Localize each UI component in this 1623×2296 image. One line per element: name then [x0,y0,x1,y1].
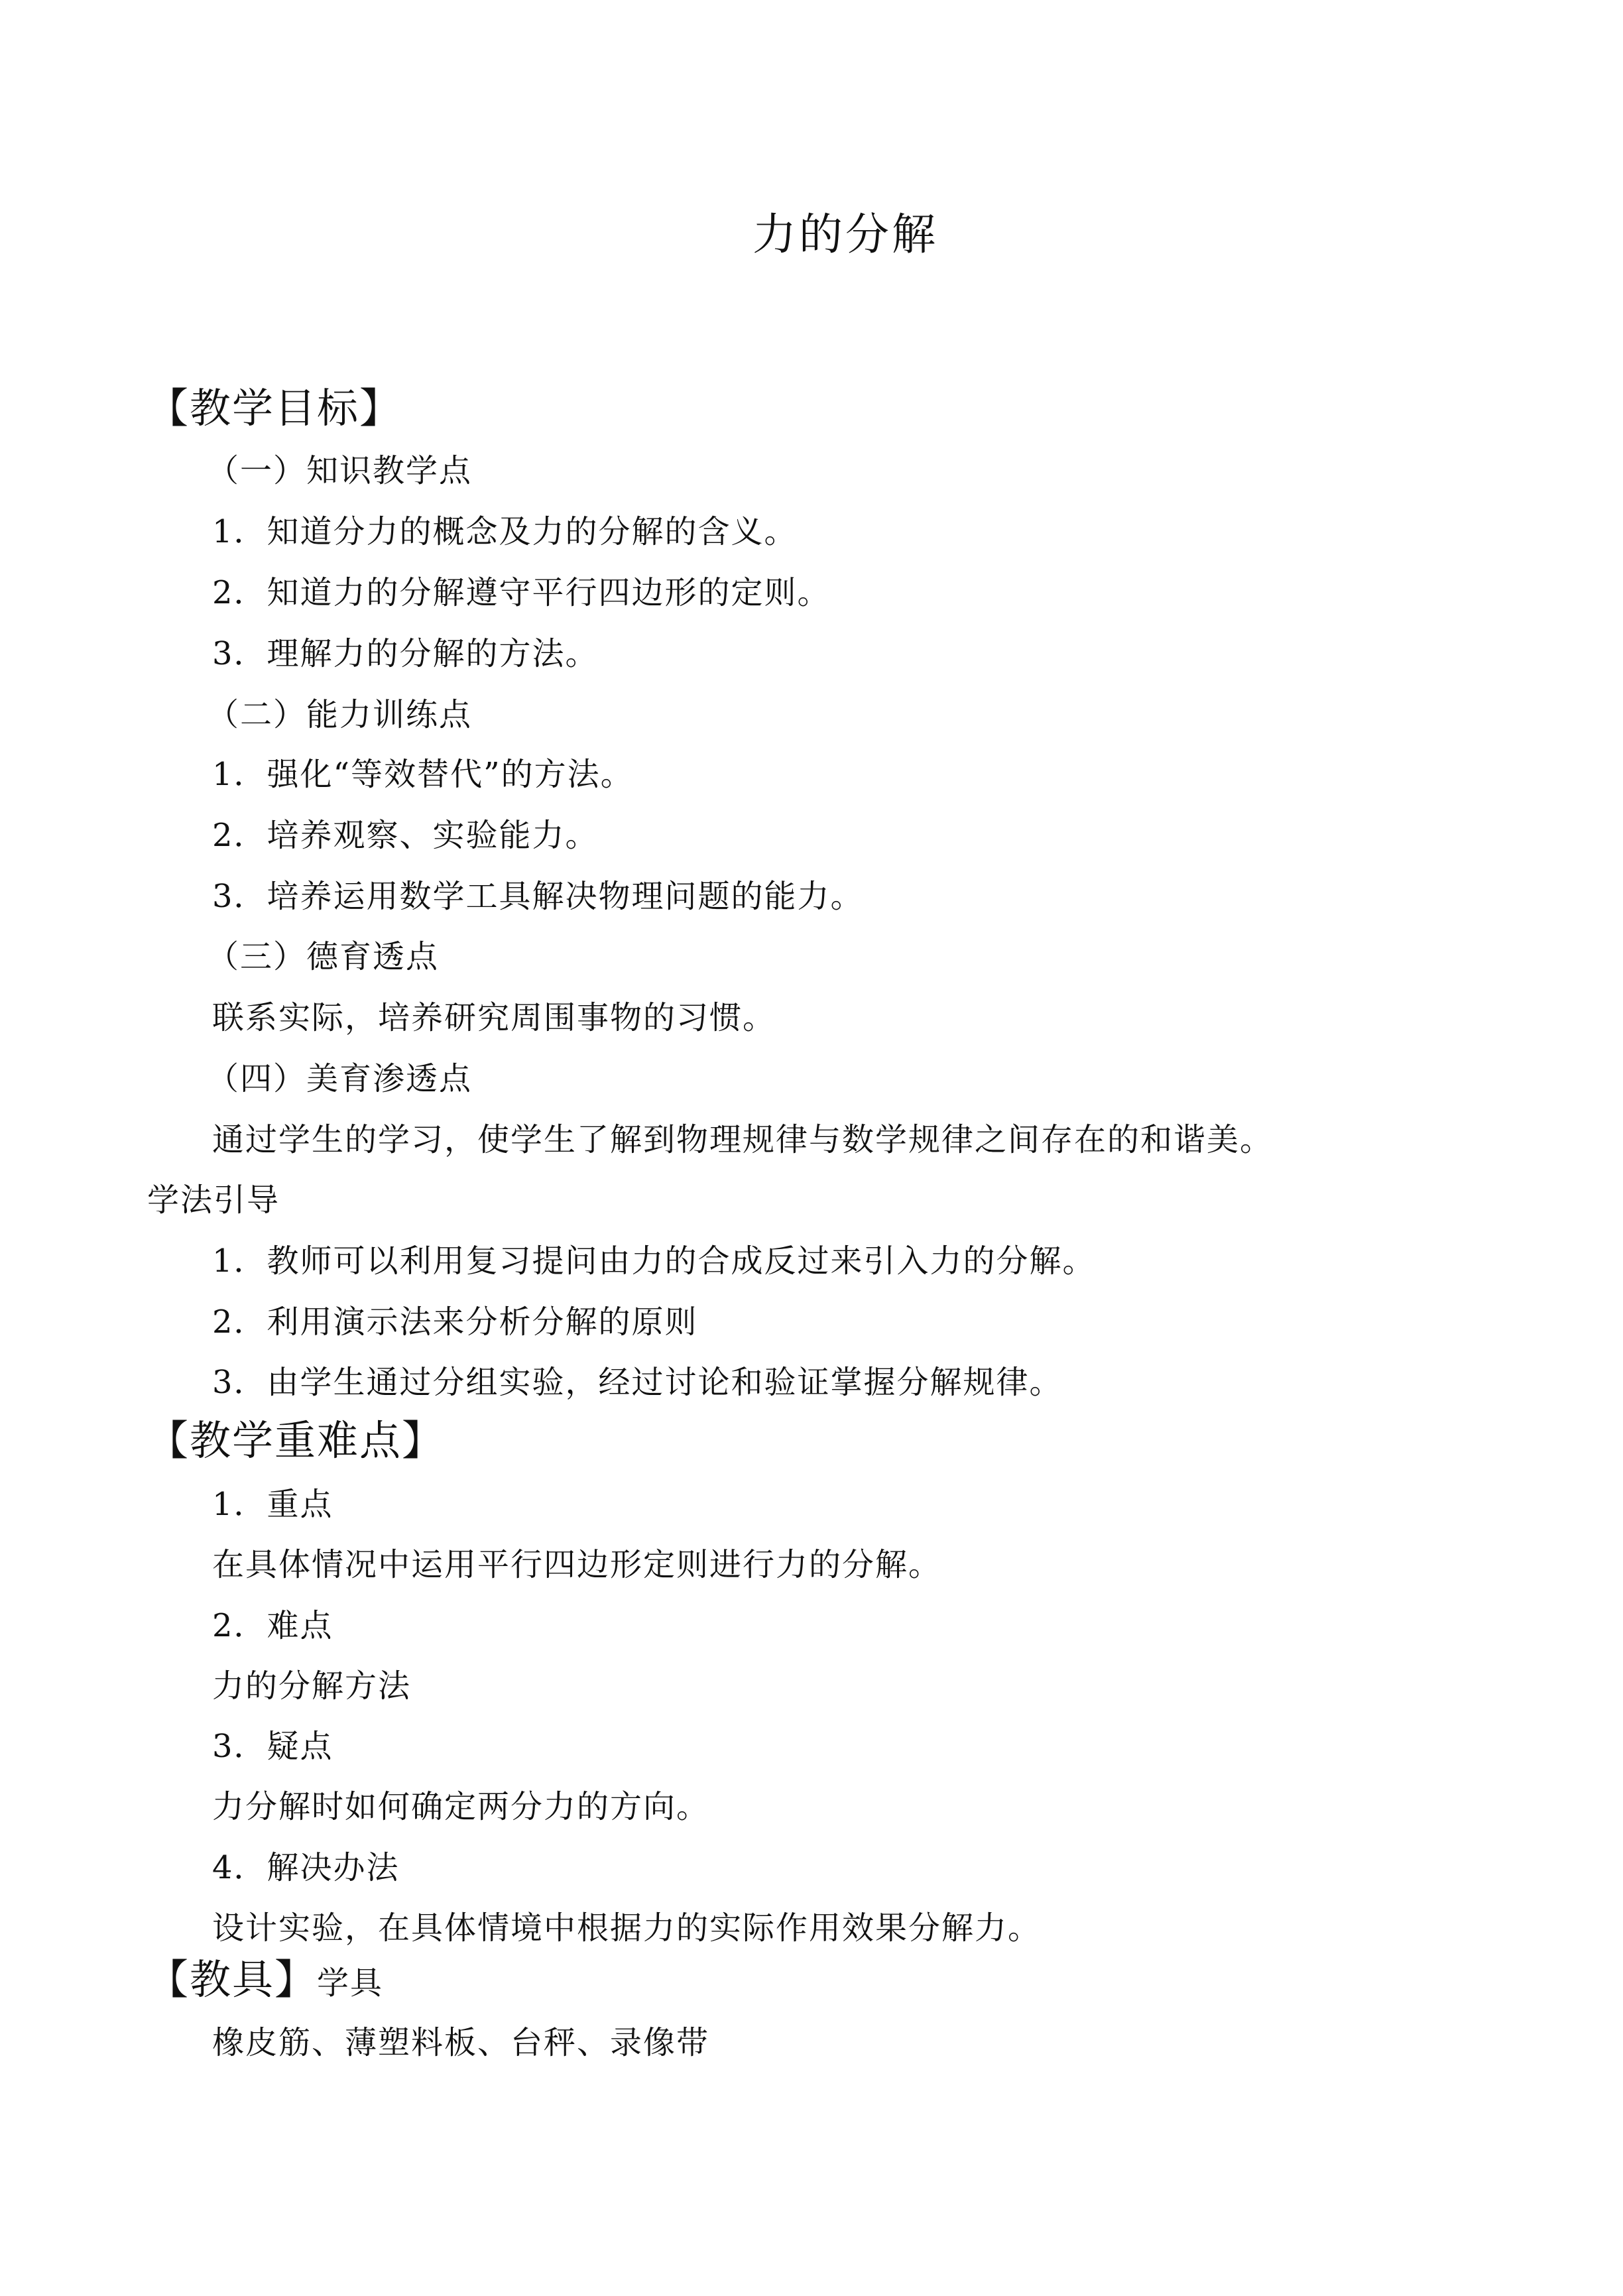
beauty-text: 通过学生的学习，使学生了解到物理规律与数学规律之间存在的和谐美。 [212,1121,1274,1158]
ability-item-2: 2．培养观察、实验能力。 [212,817,599,854]
moral-text: 联系实际，培养研究周围事物的习惯。 [212,999,776,1036]
ability-item-1: 1．强化“等效替代”的方法。 [212,756,634,793]
key-point-label: 1．重点 [212,1486,333,1523]
tools-text: 橡皮筋、薄塑料板、台秤、录像带 [212,2024,710,2061]
doubt-label: 3．疑点 [212,1728,333,1765]
method-item-2: 2．利用演示法来分析分解的原则 [212,1303,698,1341]
heading-tools [147,1955,383,2008]
solution-text: 设计实验，在具体情境中根据力的实际作用效果分解力。 [212,1909,1042,1947]
key-point-text: 在具体情况中运用平行四边形定则进行力的分解。 [212,1546,942,1583]
method-item-3: 3．由学生通过分组实验，经过讨论和验证掌握分解规律。 [212,1364,1063,1401]
difficulty-text: 力的分解方法 [212,1667,412,1705]
heading-teaching-goals: 【教学目标】 [147,384,402,432]
knowledge-item-2: 2．知道力的分解遵守平行四边形的定则。 [212,574,831,611]
heading-key-points: 【教学重难点】 [147,1416,445,1465]
document-title: 力的分解 [752,209,938,260]
doubt-text: 力分解时如何确定两分力的方向。 [212,1788,710,1825]
study-method-title: 学法引导 [147,1181,280,1219]
subheading-knowledge: （一）知识教学点 [207,452,473,489]
subheading-ability: （二）能力训练点 [207,696,473,733]
knowledge-item-3: 3．理解力的分解的方法。 [212,635,599,672]
subheading-beauty: （四）美育渗透点 [207,1060,473,1097]
method-item-1: 1．教师可以利用复习提问由力的合成反过来引入力的分解。 [212,1242,1096,1280]
heading-tools-suffix: 学具 [317,1964,384,2002]
knowledge-item-1: 1．知道分力的概念及力的分解的含义。 [212,513,798,550]
solution-label: 4．解决办法 [212,1849,400,1886]
heading-tools-label: 【教具】 [147,1955,318,2004]
ability-item-3: 3．培养运用数学工具解决物理问题的能力。 [212,878,864,915]
subheading-moral: （三）德育透点 [207,938,440,975]
difficulty-label: 2．难点 [212,1607,333,1644]
